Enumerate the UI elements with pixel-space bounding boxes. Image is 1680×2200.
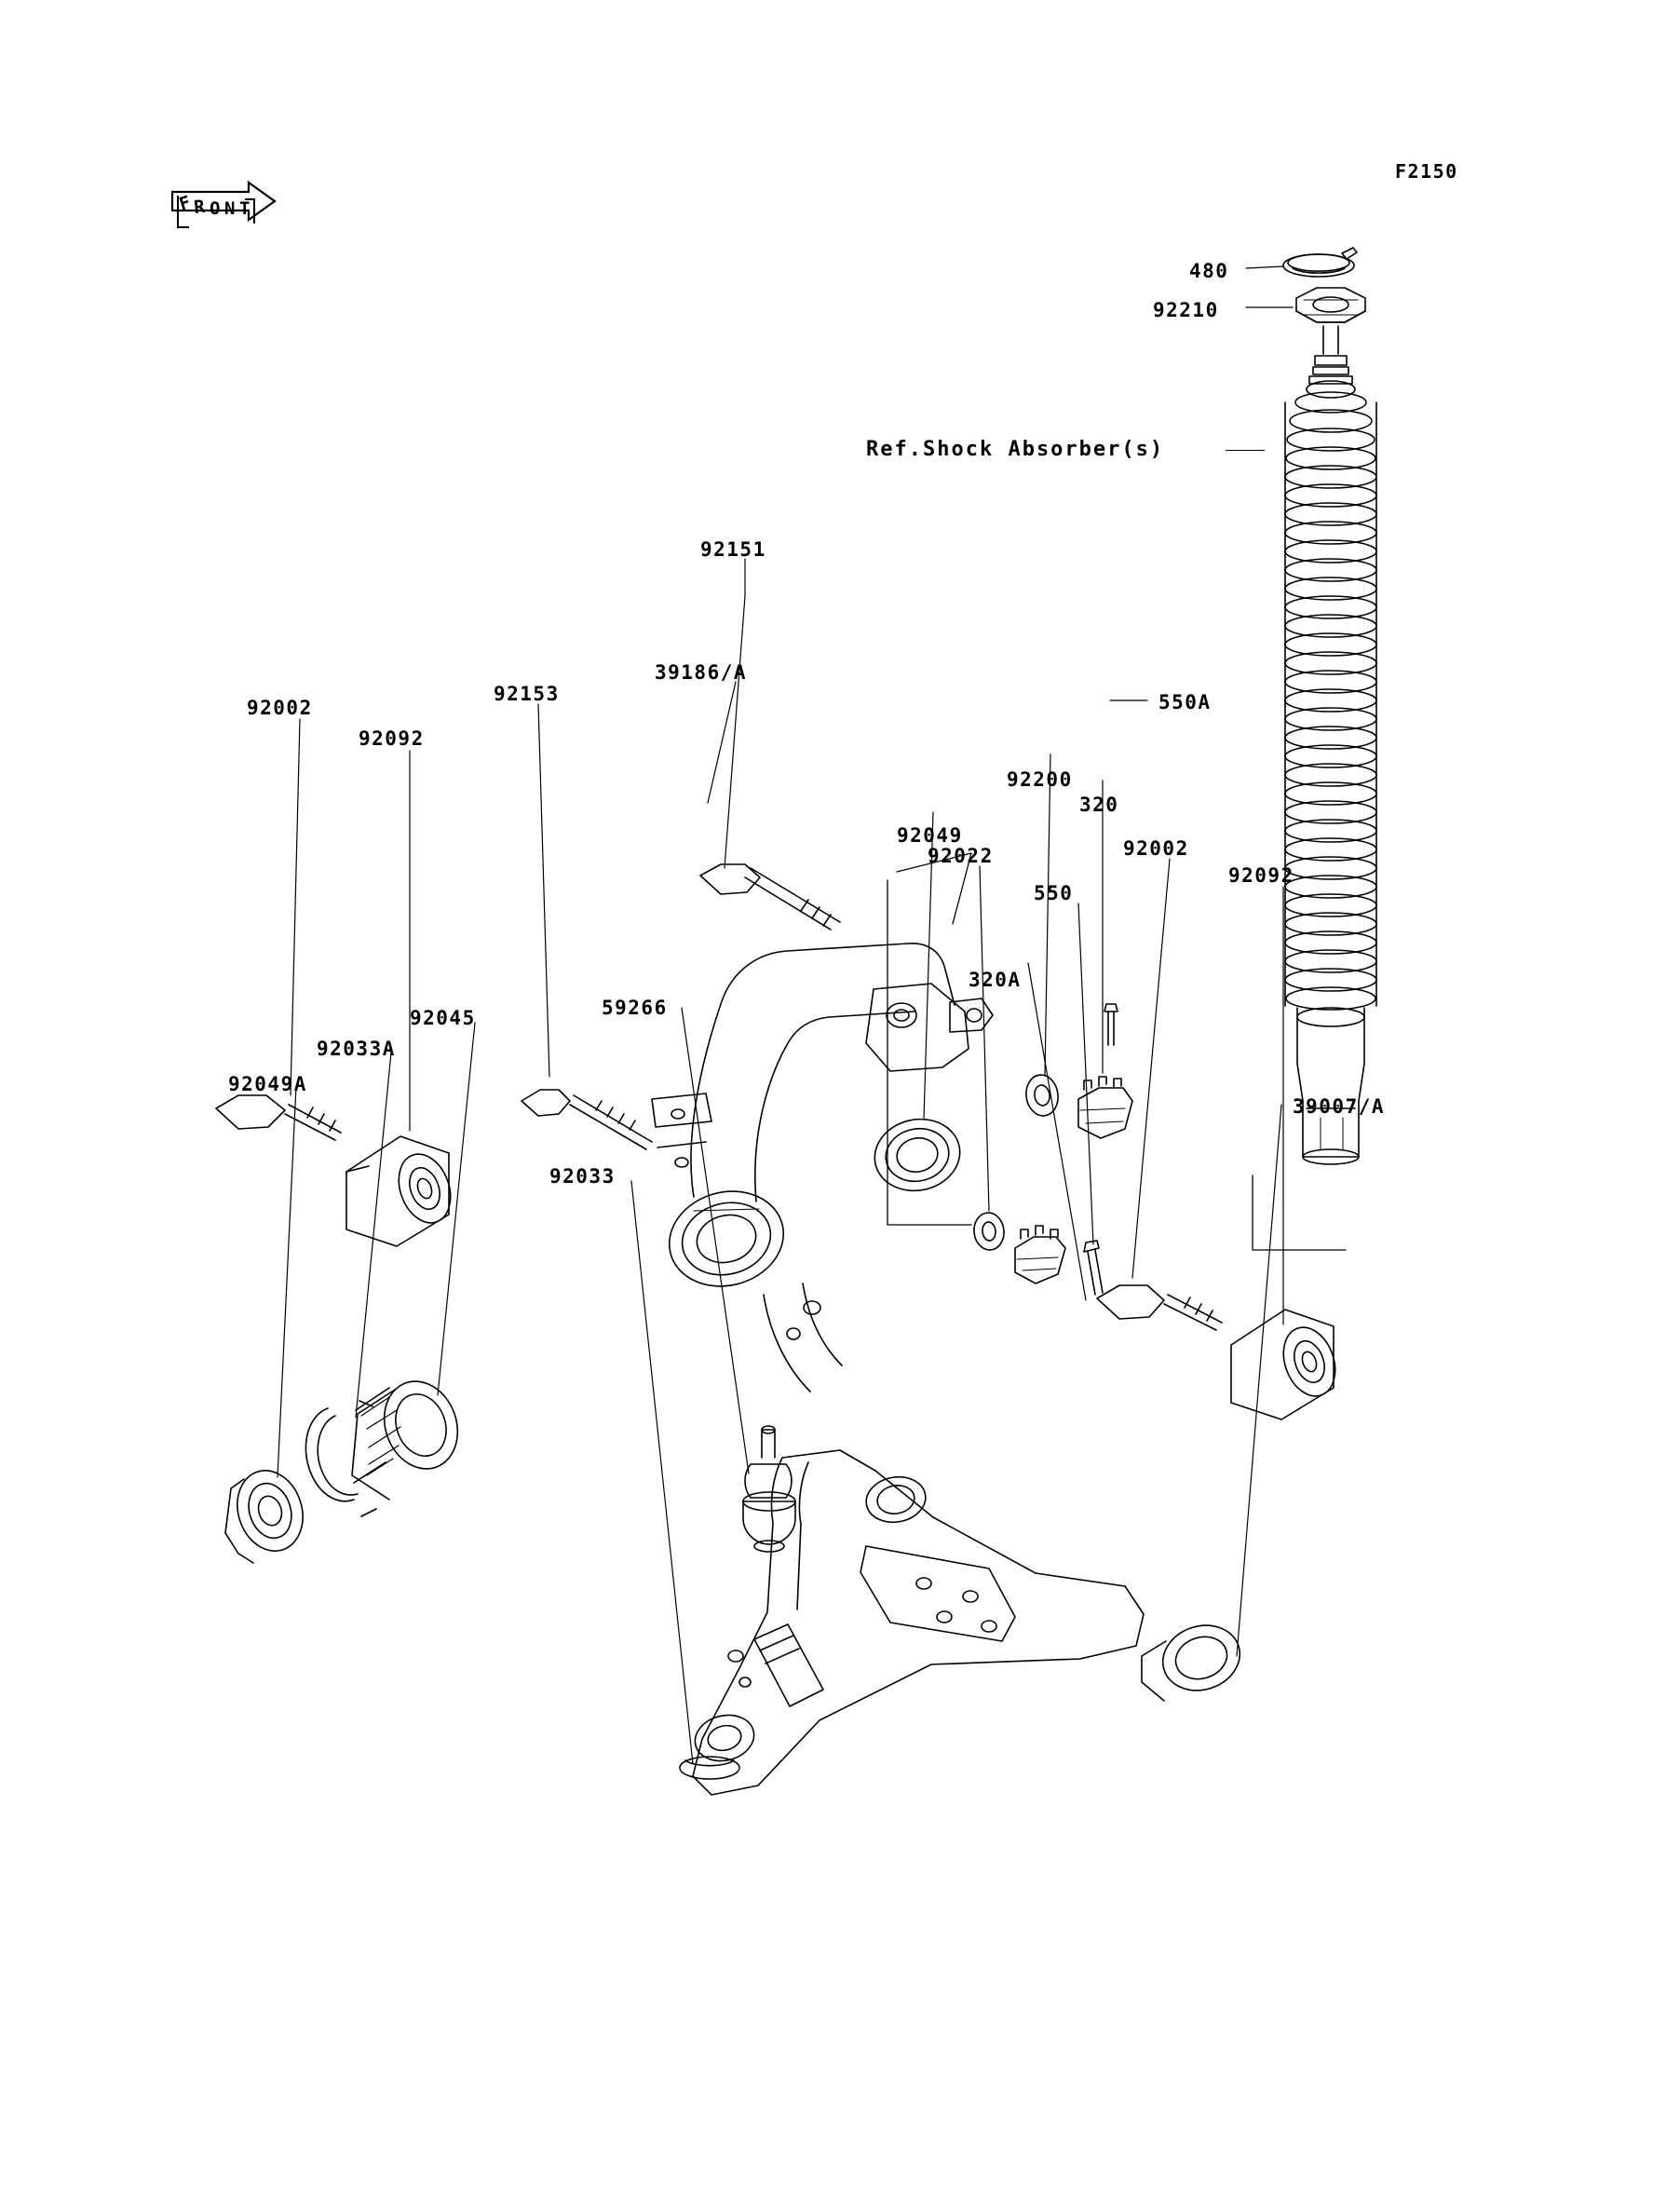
part-label-92151: 92151 — [700, 538, 766, 561]
part-label-92153: 92153 — [494, 683, 560, 705]
part-label-92200: 92200 — [1007, 768, 1073, 791]
shock-absorber-reference-note: Ref.Shock Absorber(s) — [866, 438, 1165, 461]
part-label-59266: 59266 — [602, 997, 668, 1019]
part-label-480: 480 — [1189, 260, 1229, 282]
part-label-92210: 92210 — [1153, 299, 1219, 321]
part-label-320a: 320A — [969, 969, 1022, 991]
part-label-550a: 550A — [1158, 691, 1212, 713]
part-label-92022: 92022 — [928, 845, 994, 867]
svg-text:N: N — [224, 198, 236, 219]
svg-text:T: T — [239, 198, 251, 219]
diagram-code: F2150 — [1395, 160, 1458, 183]
part-label-92002-right: 92002 — [1123, 837, 1189, 860]
part-label-550: 550 — [1034, 882, 1074, 904]
part-label-92092-left: 92092 — [359, 727, 425, 750]
part-label-92045: 92045 — [410, 1007, 476, 1029]
part-label-92049: 92049 — [897, 824, 963, 847]
part-label-92049a: 92049A — [228, 1073, 307, 1095]
svg-text:R: R — [193, 196, 206, 218]
part-label-92002-left: 92002 — [247, 697, 313, 719]
part-label-92033a: 92033A — [317, 1038, 396, 1060]
svg-text:F: F — [176, 192, 194, 215]
part-label-39186a: 39186/A — [655, 661, 748, 684]
part-label-92092-right: 92092 — [1228, 864, 1294, 887]
part-label-320: 320 — [1079, 794, 1119, 816]
part-label-92033: 92033 — [549, 1165, 616, 1188]
part-label-39007a: 39007/A — [1293, 1095, 1386, 1118]
svg-text:O: O — [210, 198, 221, 219]
